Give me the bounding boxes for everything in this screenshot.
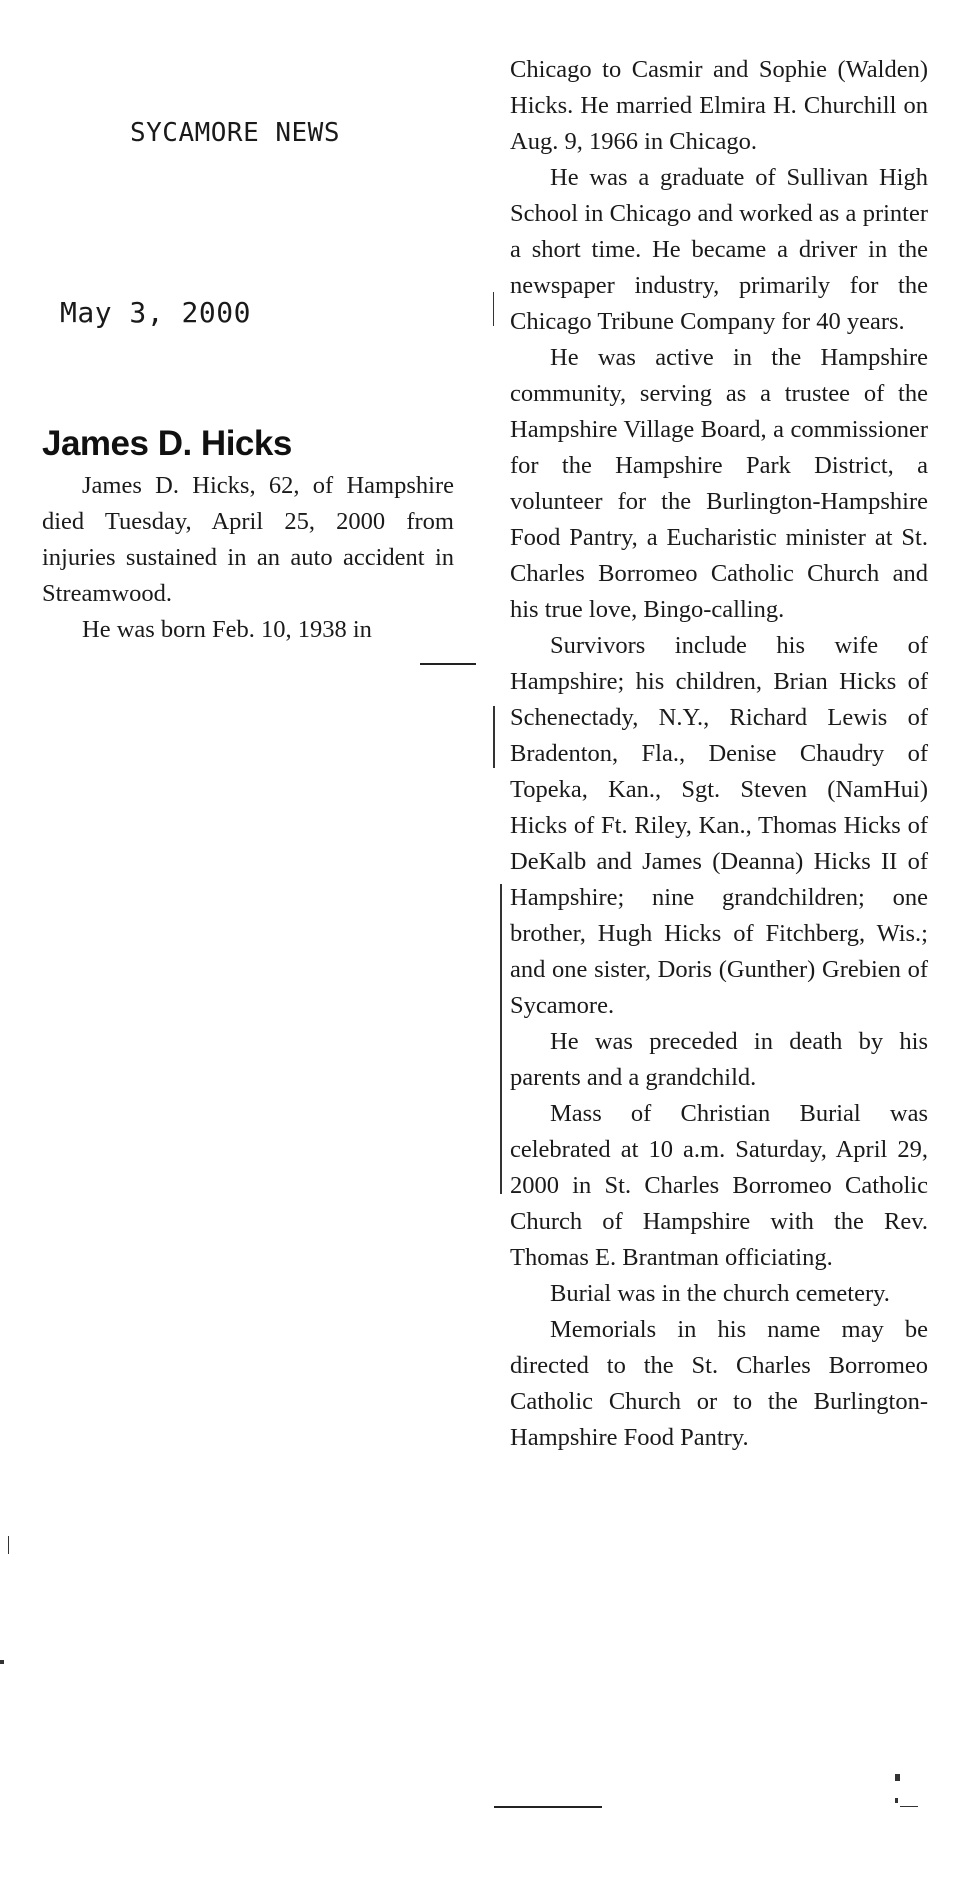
scan-mark [895, 1774, 900, 1781]
scan-mark [493, 706, 495, 768]
obituary-right-column [510, 52, 928, 1456]
scan-mark [895, 1798, 898, 1803]
scan-mark [500, 884, 502, 1194]
article-end-rule [494, 1806, 602, 1808]
scan-mark [493, 292, 494, 326]
scan-mark [900, 1806, 918, 1807]
paragraph-birth-start: He was born Feb. 10, 1938 in [82, 616, 372, 643]
scan-mark [0, 1660, 4, 1664]
paragraph-death-notice: James D. Hicks, 62, of Hampshire died Tuesday, April 25, 2000 from injuries sustained in an auto accident in Streamwood. [42, 472, 454, 607]
obituary-headline: James D. Hicks [42, 424, 292, 463]
paragraph-preceded: He was preceded in death by his parents and a grandchild. [510, 1028, 928, 1091]
paragraph-birth-marriage: Chicago to Casmir and Sophie (Walden) Hicks. He married Elmira H. Churchill on Aug. 9, 1966 in Chicago. [510, 56, 928, 155]
paragraph-survivors: Survivors include his wife of Hampshire; his children, Brian Hicks of Schenectady, N.Y., Richard Lewis of Bradenton, Fla., Denise Chaudry of Topeka, Kan., Sgt. Steven (NamHui) Hicks of Ft. Riley, Kan., Thomas Hicks of DeKalb and James (Deanna) Hicks II of Hampshire; nine grandchildren; one brother, Hugh Hicks of Fitchberg, Wis.; and one sister, Doris (Gunther) Grebien of Sycamore. [510, 632, 928, 1019]
paragraph-mass: Mass of Christian Burial was celebrated at 10 a.m. Saturday, April 29, 2000 in St. Charles Borromeo Catholic Church of Hampshire with the Rev. Thomas E. Brantman officiating. [510, 1100, 928, 1271]
clipping-date: May 3, 2000 [60, 296, 251, 329]
scan-mark [8, 1536, 9, 1554]
obituary-left-column [42, 468, 454, 648]
column-end-rule [420, 663, 476, 665]
paragraph-burial: Burial was in the church cemetery. [550, 1280, 890, 1307]
paragraph-community: He was active in the Hampshire community, serving as a trustee of the Hampshire Village Board, a commissioner for the Hampshire Park District, a volunteer for the Burlington-Hampshire Food Pantry, a Eucharistic minister at St. Charles Borromeo Catholic Church and his true love, Bingo-calling. [510, 344, 928, 623]
paragraph-memorials: Memorials in his name may be directed to the St. Charles Borromeo Catholic Church or to the Burlington-Hampshire Food Pantry. [510, 1316, 928, 1451]
newspaper-source: SYCAMORE NEWS [130, 118, 340, 148]
paragraph-career: He was a graduate of Sullivan High School in Chicago and worked as a printer a short time. He became a driver in the newspaper industry, primarily for the Chicago Tribune Company for 40 years. [510, 164, 928, 335]
